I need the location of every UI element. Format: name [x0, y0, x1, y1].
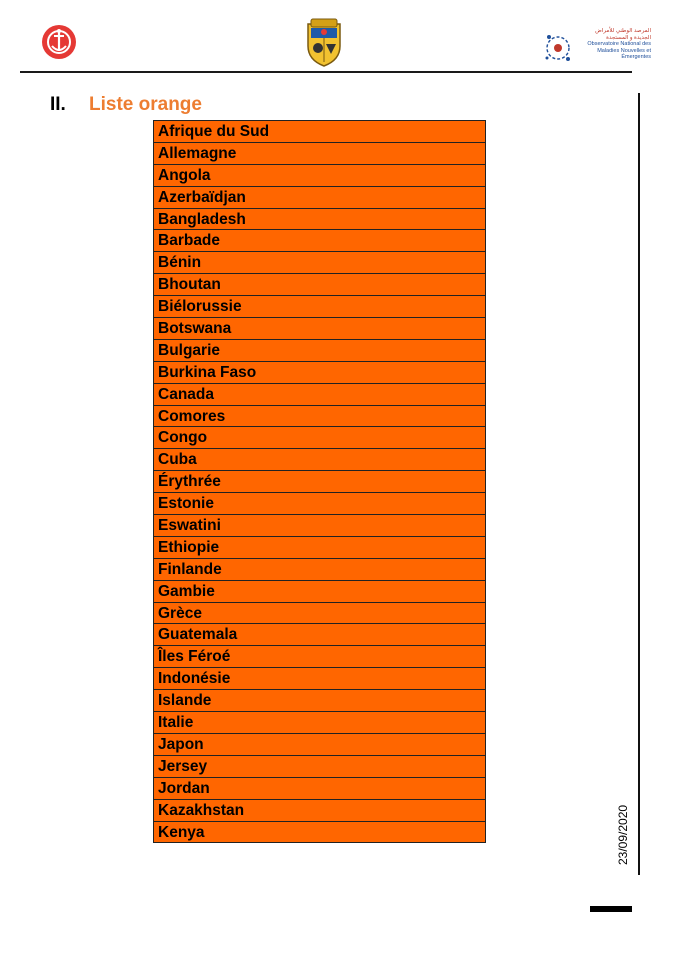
table-row: Gambie — [153, 581, 486, 603]
table-row: Îles Féroé — [153, 646, 486, 668]
table-row: Comores — [153, 406, 486, 428]
table-row: Ethiopie — [153, 537, 486, 559]
table-row: Canada — [153, 384, 486, 406]
table-row: Burkina Faso — [153, 362, 486, 384]
table-row: Barbade — [153, 230, 486, 252]
table-row: Botswana — [153, 318, 486, 340]
observatory-logo — [543, 28, 651, 68]
table-row: Kazakhstan — [153, 800, 486, 822]
section-number: II. — [50, 94, 66, 115]
side-divider — [638, 93, 640, 875]
observatory-name — [567, 28, 651, 61]
table-row: Bénin — [153, 252, 486, 274]
observatory-arabic-line2: الجديدة و المستجدة — [606, 34, 651, 41]
table-row: Afrique du Sud — [153, 121, 486, 143]
observatory-arabic-line1: المرصد الوطني للأمراض — [595, 28, 651, 34]
tunisia-coat-of-arms-logo — [302, 16, 346, 68]
table-row: Angola — [153, 165, 486, 187]
table-row: Jersey — [153, 756, 486, 778]
table-row: Indonésie — [153, 668, 486, 690]
table-row: Congo — [153, 427, 486, 449]
table-row: Grèce — [153, 603, 486, 625]
table-row: Allemagne — [153, 143, 486, 165]
table-row: Guatemala — [153, 624, 486, 646]
table-row: Estonie — [153, 493, 486, 515]
table-row: Jordan — [153, 778, 486, 800]
table-row: Bhoutan — [153, 274, 486, 296]
document-date: 23/09/2020 — [616, 804, 630, 865]
table-row: Cuba — [153, 449, 486, 471]
footer-bar — [590, 906, 632, 912]
health-ministry-logo — [41, 24, 77, 60]
observatory-french-line1: Observatoire National des — [587, 41, 651, 47]
orange-list-table — [153, 120, 486, 843]
table-row: Italie — [153, 712, 486, 734]
table-row: Kenya — [153, 822, 486, 844]
table-row: Finlande — [153, 559, 486, 581]
table-row: Eswatini — [153, 515, 486, 537]
table-row: Biélorussie — [153, 296, 486, 318]
table-row: Bangladesh — [153, 209, 486, 231]
section-title: Liste orange — [89, 94, 202, 115]
observatory-french-line2: Maladies Nouvelles et Émergentes — [597, 47, 651, 60]
table-row: Érythrée — [153, 471, 486, 493]
table-row: Islande — [153, 690, 486, 712]
table-row: Azerbaïdjan — [153, 187, 486, 209]
table-row: Bulgarie — [153, 340, 486, 362]
table-row: Japon — [153, 734, 486, 756]
header-divider — [20, 71, 632, 73]
